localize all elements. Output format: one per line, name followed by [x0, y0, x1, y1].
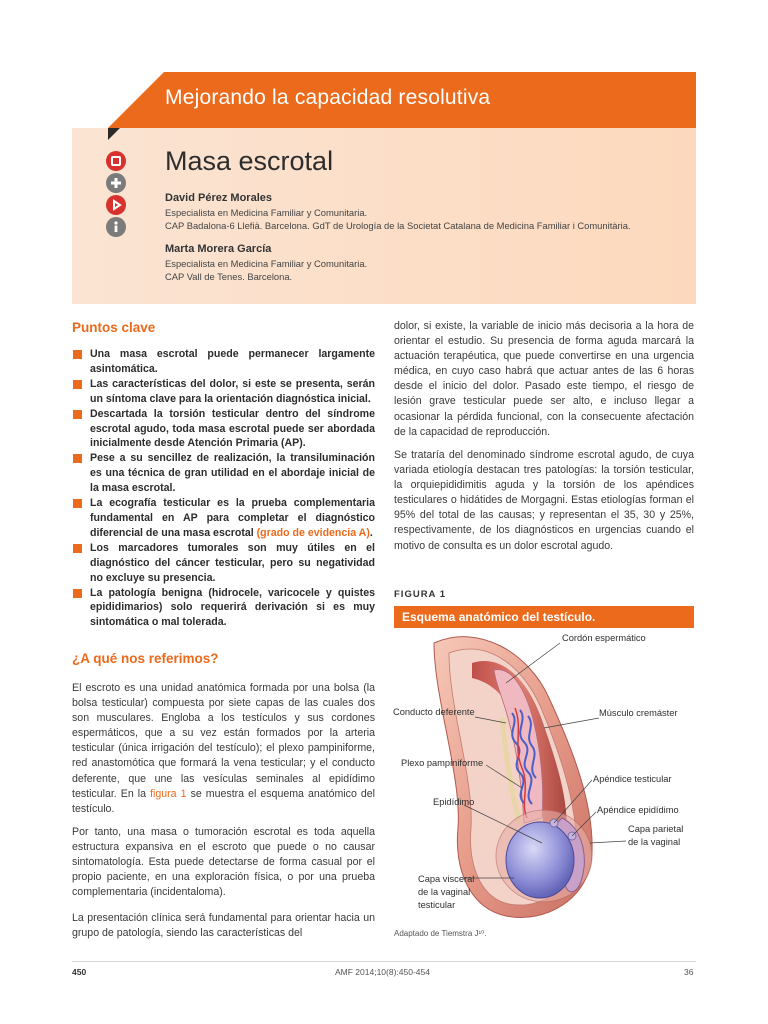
author-affiliation: Especialista en Medicina Familiar y Comunitaria. — [165, 207, 368, 218]
section-heading: ¿A qué nos referimos? — [72, 651, 219, 666]
list-item: Pese a su sencillez de realización, la transiluminación es una técnica de gran utilidad en el abordaje inicial de la masa escrotal. — [72, 451, 375, 496]
key-points-list — [72, 347, 375, 630]
figure-label-apendice-testicular: Apéndice testicular — [593, 774, 672, 784]
figure-credit: Adaptado de Tiemstra J¹⁰. — [394, 929, 487, 938]
figure-label-parietal: Capa parietal — [628, 824, 684, 834]
figure-link[interactable]: figura 1 — [150, 787, 187, 800]
figure-label: FIGURA 1 — [394, 589, 446, 600]
figure-label-visceral: de la vaginal — [418, 887, 471, 897]
body-paragraph: Por tanto, una masa o tumoración escrotal es toda aquella estructura expansiva en el escroto que puede o no causar sintomatología. Esta puede detectarse de forma casual por el propio paciente, en una exploración física, o por una prueba complementaria (incidentaloma). — [72, 826, 375, 899]
list-item: La ecografía testicular es la prueba complementaria fundamental en AP para completar el diagnóstico diferencial de una masa escrotal (grado de evidencia A). — [72, 496, 375, 541]
journal-citation: AMF 2014;10(8):450-454 — [335, 967, 430, 977]
bullet-square — [73, 454, 82, 463]
figure-label-epididimo: Epidídimo — [433, 797, 475, 807]
banner-corner-cut — [108, 72, 164, 128]
list-item: Las características del dolor, si este se presenta, serán un síntoma clave para la orientación diagnóstica inicial. — [72, 377, 375, 407]
author-affiliation: CAP Badalona-6 Llefià. Barcelona. GdT de Urología de la Societat Catalana de Medicina Familiar i Comunitària. — [165, 220, 631, 231]
list-item: Una masa escrotal puede permanecer largamente asintomática. — [72, 347, 375, 377]
bullet-square — [73, 544, 82, 553]
figure-label-cremaster: Músculo cremáster — [599, 708, 678, 718]
page-number-left: 450 — [72, 967, 87, 977]
figure-label-visceral: Capa visceral — [418, 874, 475, 884]
figure-label-cord: Cordón espermático — [562, 633, 646, 643]
body-paragraph: Se trataría del denominado síndrome escrotal agudo, de cuya variada etiología destacan tres patologías: la torsión testicular, la orquiepididimitis aguda y la torsión de los apéndices testiculares o hidátides de Morgagni. Estas etiologías forman el 95% del total de las causas; y representan el 35, 30 y 25%, respectivamente, de los diagnósticos en urgencias cuando el motivo de consulta es un dolor escrotal agudo. — [394, 449, 694, 552]
figure-title: Esquema anatómico del testículo. — [402, 610, 596, 624]
figure-label-apendice-epididimo: Apéndice epidídimo — [597, 805, 679, 815]
bullet-square — [73, 410, 82, 419]
author-affiliation: CAP Vall de Tenes. Barcelona. — [165, 271, 293, 282]
bullet-square — [73, 380, 82, 389]
footer-rule — [72, 961, 696, 962]
figure-label-deferente: Conducto deferente — [393, 707, 475, 717]
figure-label-plexo: Plexo pampiniforme — [401, 758, 484, 768]
list-item: Descartada la torsión testicular dentro del síndrome escrotal agudo, toda masa escrotal puede ser abordada inicialmente desde Atención Primaria (AP). — [72, 407, 375, 452]
body-paragraph: El escroto es una unidad anatómica formada por una bolsa (la bolsa testicular) compuesta por siete capas de las cuales dos son musculares. Engloba a los testículos y sus cordones espermáticos, que a su vez están formados por la arteria testicular (única irrigación del testículo); el plexo pampiniforme, red anastomótica que formará la vena testicular; y el conducto deferente, que une las vesículas seminales al epidídimo testicular. En la figura 1 se muestra el esquema anatómico del testículo. — [72, 682, 376, 815]
corner-triangle — [108, 128, 120, 140]
bullet-square — [73, 499, 82, 508]
bullet-square — [73, 350, 82, 359]
body-paragraph: dolor, si existe, la variable de inicio más decisoria a la hora de orientar el estudio. Su presencia de forma aguda marcará la actuación terapéutica, que puede convertirse en una urgencia médica, en cuyo caso habrá que actuar antes de las 6 horas desde el inicio del dolor. Pasado este tiempo, el riesgo de lesión grave testicular puede ser alto, e incluso llegar a ocasionar la pérdida funcional, con la consecuente afectación de la capacidad de reproducción. — [394, 320, 694, 438]
evidence-link[interactable]: (grado de evidencia A) — [256, 526, 370, 539]
page-number-right: 36 — [684, 967, 694, 977]
play-icon[interactable] — [106, 195, 126, 215]
body-paragraph: La presentación clínica será fundamental para orientar hacia un grupo de patología, siendo las características del — [72, 912, 375, 940]
section-title: Mejorando la capacidad resolutiva — [165, 86, 491, 109]
bullet-square — [73, 589, 82, 598]
info-icon[interactable] — [106, 217, 126, 237]
article-title: Masa escrotal — [165, 146, 334, 176]
key-points-heading: Puntos clave — [72, 320, 156, 335]
figure-label-parietal: de la vaginal — [628, 837, 681, 847]
plus-icon[interactable] — [106, 173, 126, 193]
list-item: La patología benigna (hidrocele, varicocele y quistes epididimarios) solo requerirá derivación si es muy sintomática o mal tolerada. — [72, 586, 375, 631]
author-affiliation: Especialista en Medicina Familiar y Comunitaria. — [165, 258, 368, 269]
author-name: David Pérez Morales — [165, 192, 272, 204]
stop-icon[interactable] — [106, 151, 126, 171]
figure-label-visceral: testicular — [418, 900, 456, 910]
author-name: Marta Morera García — [165, 243, 272, 255]
list-item: Los marcadores tumorales son muy útiles en el diagnóstico del cáncer testicular, pero su negatividad no excluye su presencia. — [72, 541, 375, 586]
